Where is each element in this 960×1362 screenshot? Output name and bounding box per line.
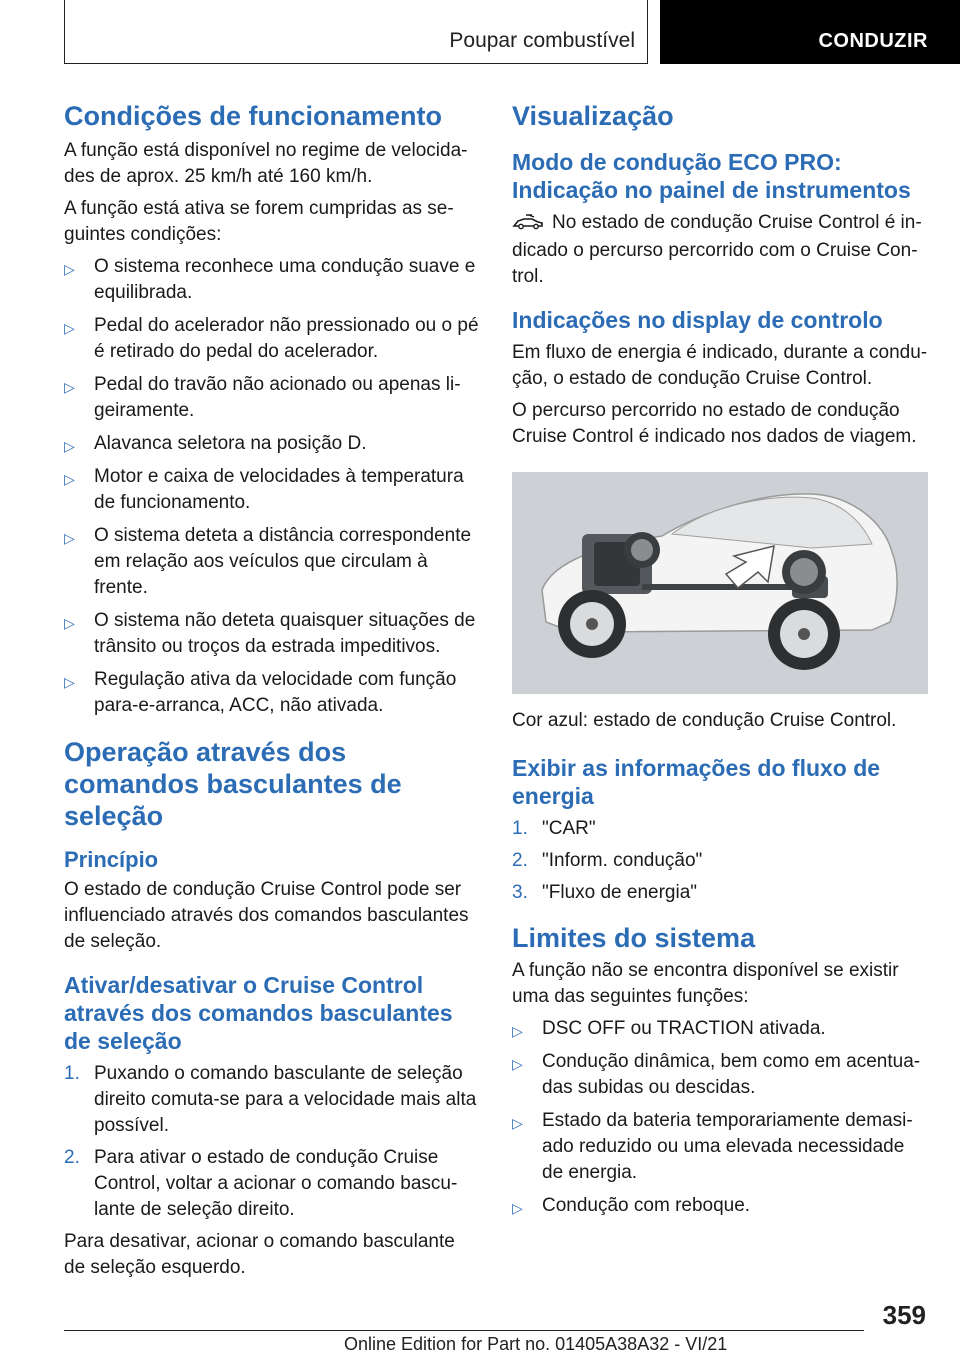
triangle-bullet-icon: ▷ <box>64 615 75 631</box>
list-item: ▷ DSC OFF ou TRACTION ativada. <box>512 1016 928 1042</box>
heading-principle: Princípio <box>64 847 159 872</box>
paragraph-deactivate: Para desativar, acionar o comando basculante de seleção esquerdo. <box>64 1231 455 1278</box>
conditions-list <box>64 254 480 719</box>
list-item: ▷ Pedal do travão não acionado ou apenas ligeiramente. <box>64 374 461 421</box>
triangle-bullet-icon: ▷ <box>64 530 75 546</box>
energy-flow-steps <box>512 816 928 906</box>
list-item: ▷ Regulação ativa da velocidade com função para-e-arranca, ACC, não ativada. <box>64 669 457 716</box>
heading-system-limits: Limites do sistema <box>512 923 756 953</box>
triangle-bullet-icon: ▷ <box>512 1200 523 1216</box>
paragraph-limits-intro: A função não se encontra disponível se existir uma das seguintes funções: <box>512 960 899 1007</box>
triangle-bullet-icon: ▷ <box>64 438 75 454</box>
paragraph-eco-pro: No estado de condução Cruise Control é indicado o percurso percorrido com o Cruise Control. <box>512 212 922 287</box>
step-number: 1. <box>64 1063 80 1084</box>
paragraph-trip-data: O percurso percorrido no estado de condução Cruise Control é indicado nos dados de viagem. <box>512 400 917 447</box>
header-section-tab <box>64 0 648 64</box>
heading-visualization: Visualização <box>512 101 674 131</box>
list-item: 2. "Inform. condução" <box>512 848 928 874</box>
triangle-bullet-icon: ▷ <box>512 1023 523 1039</box>
header-section-title: Poupar combustível <box>449 29 635 52</box>
heading-show-energy-flow: Exibir as informações do fluxo de energia <box>512 755 881 809</box>
heading-activate-deactivate: Ativar/desativar o Cruise Control através dos comandos basculantes de seleção <box>64 972 453 1054</box>
cruise-car-icon <box>512 212 544 238</box>
header-chapter-title: CONDUZIR <box>818 30 928 52</box>
activation-steps <box>64 1061 480 1223</box>
triangle-bullet-icon: ▷ <box>64 320 75 336</box>
paragraph-energy-flow: Em fluxo de energia é indicado, durante a condução, o estado de condução Cruise Control. <box>512 342 928 389</box>
triangle-bullet-icon: ▷ <box>512 1115 523 1131</box>
list-item: 1. "CAR" <box>512 816 928 842</box>
list-item: ▷ Motor e caixa de velocidades à temperatura de funcionamento. <box>64 466 464 513</box>
triangle-bullet-icon: ▷ <box>64 674 75 690</box>
triangle-bullet-icon: ▷ <box>512 1056 523 1072</box>
heading-control-display: Indicações no display de controlo <box>512 307 883 333</box>
triangle-bullet-icon: ▷ <box>64 261 75 277</box>
page-number: 359 <box>882 1300 926 1330</box>
list-item: 1. Puxando o comando basculante de seleção direito comuta-se para a velocidade mais alta possível. <box>64 1063 477 1136</box>
list-item: ▷ Estado da bateria temporariamente demasiado reduzido ou uma elevada necessidade de energia. <box>512 1110 913 1183</box>
list-item: ▷ O sistema reconhece uma condução suave e equilibrada. <box>64 256 476 303</box>
header-chapter-tab <box>660 0 960 64</box>
step-number: 2. <box>64 1147 80 1168</box>
paragraph-speed-range: A função está disponível no regime de velocidades de aprox. 25 km/h até 160 km/h. <box>64 140 468 187</box>
triangle-bullet-icon: ▷ <box>64 379 75 395</box>
car-energy-flow-image <box>512 472 928 694</box>
list-item: 3. "Fluxo de energia" <box>512 880 928 906</box>
list-item: 2. Para ativar o estado de condução Cruise Control, voltar a acionar o comando basculante de seleção direito. <box>64 1147 458 1220</box>
triangle-bullet-icon: ▷ <box>64 471 75 487</box>
footer-edition: Online Edition for Part no. 01405A38A32 - VI/21 <box>344 1334 728 1354</box>
heading-operating-conditions: Condições de funcionamento <box>64 101 443 131</box>
list-item: ▷ Alavanca seletora na posição D. <box>64 431 480 457</box>
heading-operation-paddles: Operação através dos comandos basculantes de seleção <box>64 737 402 831</box>
list-item: ▷ Condução dinâmica, bem como em acentuadas subidas ou descidas. <box>512 1051 921 1098</box>
step-number: 3. <box>512 882 528 903</box>
list-item: ▷ O sistema não deteta quaisquer situações de trânsito ou troços da estrada impeditivos. <box>64 610 476 657</box>
list-item: ▷ O sistema deteta a distância correspondente em relação aos veículos que circulam à frente. <box>64 525 472 598</box>
right-column <box>512 100 928 1226</box>
list-item: ▷ Pedal do acelerador não pressionado ou o pé é retirado do pedal do acelerador. <box>64 315 479 362</box>
footer-divider <box>64 1330 864 1331</box>
step-number: 2. <box>512 850 528 871</box>
left-column <box>64 100 480 1287</box>
limits-list <box>512 1016 928 1219</box>
step-number: 1. <box>512 818 528 839</box>
heading-eco-pro-display: Modo de condução ECO PRO: Indicação no painel de instrumentos <box>512 149 911 203</box>
paragraph-conditions-intro: A função está ativa se forem cumpridas as seguintes condições: <box>64 198 454 245</box>
image-caption: Cor azul: estado de condução Cruise Control. <box>512 710 897 731</box>
paragraph-principle: O estado de condução Cruise Control pode ser influenciado através dos comandos basculantes de seleção. <box>64 879 469 952</box>
list-item: ▷ Condução com reboque. <box>512 1193 928 1219</box>
